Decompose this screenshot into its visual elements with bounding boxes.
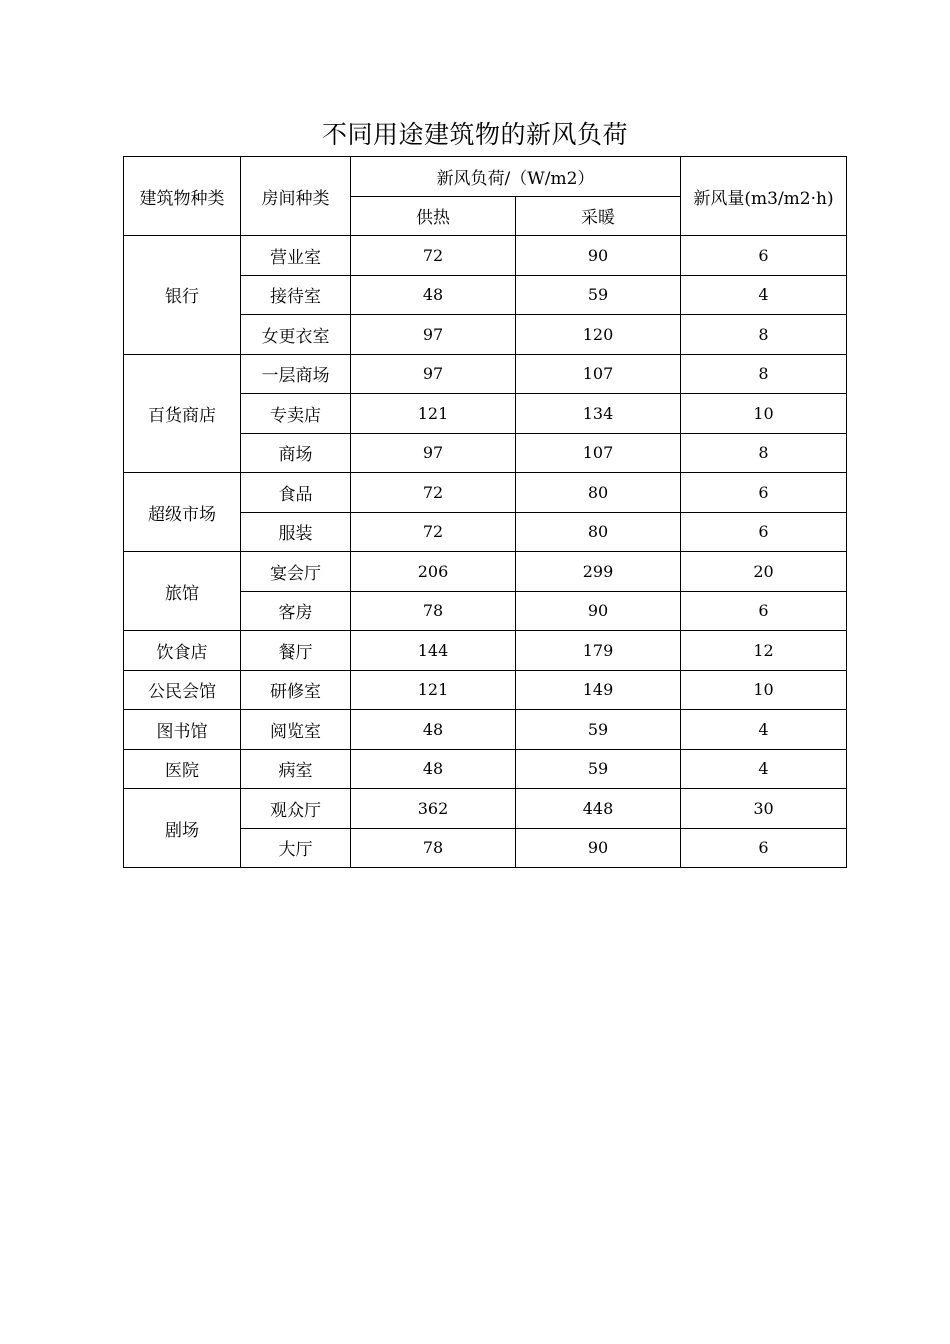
warming-load-cell: 107 [516,354,681,394]
room-type-cell: 宴会厅 [241,552,351,592]
table-header [124,157,847,236]
room-type-cell: 女更衣室 [241,315,351,355]
room-type-cell: 大厅 [241,828,351,868]
heating-load-cell: 48 [351,275,516,315]
heating-load-cell: 121 [351,670,516,710]
warming-load-cell: 80 [516,473,681,513]
room-type-cell: 阅览室 [241,710,351,750]
room-type-cell: 食品 [241,473,351,513]
heating-load-cell: 97 [351,354,516,394]
fresh-air-volume-cell: 4 [681,749,847,789]
room-type-cell: 营业室 [241,236,351,276]
building-type-cell: 公民会馆 [124,670,241,710]
table-row [124,354,847,394]
heating-load-cell: 48 [351,710,516,750]
fresh-air-volume-cell: 6 [681,591,847,631]
room-type-cell: 餐厅 [241,631,351,671]
room-type-cell: 接待室 [241,275,351,315]
warming-load-cell: 149 [516,670,681,710]
building-type-cell: 剧场 [124,789,241,868]
fresh-air-volume-cell: 4 [681,710,847,750]
fresh-air-volume-cell: 8 [681,315,847,355]
heating-load-cell: 97 [351,433,516,473]
fresh-air-volume-cell: 10 [681,670,847,710]
heating-load-cell: 72 [351,473,516,513]
fresh-air-volume-cell: 4 [681,275,847,315]
room-type-cell: 研修室 [241,670,351,710]
warming-load-cell: 90 [516,828,681,868]
warming-load-cell: 90 [516,591,681,631]
building-type-cell: 银行 [124,236,241,355]
table-row [124,552,847,592]
fresh-air-volume-cell: 12 [681,631,847,671]
fresh-air-volume-cell: 8 [681,433,847,473]
warming-load-cell: 59 [516,275,681,315]
page-title: 不同用途建筑物的新风负荷 [321,120,628,149]
warming-load-cell: 80 [516,512,681,552]
building-type-cell: 旅馆 [124,552,241,631]
table-row [124,473,847,513]
table-row [124,236,847,276]
fresh-air-volume-cell: 6 [681,236,847,276]
building-type-cell: 医院 [124,749,241,789]
heating-load-cell: 78 [351,591,516,631]
warming-load-cell: 299 [516,552,681,592]
heating-load-cell: 78 [351,828,516,868]
warming-load-cell: 59 [516,749,681,789]
room-type-cell: 观众厅 [241,789,351,829]
fresh-air-volume-cell: 20 [681,552,847,592]
table-row [124,710,847,750]
header-load-group: 新风负荷/（W/m2） [351,157,681,197]
table-body [124,236,847,868]
header-room-type: 房间种类 [241,157,351,236]
fresh-air-load-table [123,156,847,868]
heating-load-cell: 97 [351,315,516,355]
table-row [124,670,847,710]
building-type-cell: 饮食店 [124,631,241,671]
room-type-cell: 专卖店 [241,394,351,434]
fresh-air-volume-cell: 6 [681,828,847,868]
warming-load-cell: 120 [516,315,681,355]
warming-load-cell: 90 [516,236,681,276]
header-fresh-air-volume: 新风量(m3/m2·h) [681,157,847,236]
heating-load-cell: 144 [351,631,516,671]
table-row [124,749,847,789]
fresh-air-volume-cell: 6 [681,512,847,552]
header-building-type: 建筑物种类 [124,157,241,236]
heating-load-cell: 121 [351,394,516,434]
building-type-cell: 图书馆 [124,710,241,750]
header-warming: 采暖 [516,196,681,236]
table-row [124,789,847,829]
table-row [124,631,847,671]
room-type-cell: 病室 [241,749,351,789]
heating-load-cell: 362 [351,789,516,829]
building-type-cell: 百货商店 [124,354,241,473]
room-type-cell: 商场 [241,433,351,473]
room-type-cell: 服装 [241,512,351,552]
header-row [124,157,847,197]
fresh-air-volume-cell: 8 [681,354,847,394]
header-heating: 供热 [351,196,516,236]
room-type-cell: 客房 [241,591,351,631]
fresh-air-volume-cell: 10 [681,394,847,434]
warming-load-cell: 179 [516,631,681,671]
warming-load-cell: 59 [516,710,681,750]
heating-load-cell: 72 [351,512,516,552]
fresh-air-volume-cell: 6 [681,473,847,513]
room-type-cell: 一层商场 [241,354,351,394]
fresh-air-volume-cell: 30 [681,789,847,829]
heating-load-cell: 48 [351,749,516,789]
building-type-cell: 超级市场 [124,473,241,552]
warming-load-cell: 107 [516,433,681,473]
heating-load-cell: 206 [351,552,516,592]
warming-load-cell: 134 [516,394,681,434]
warming-load-cell: 448 [516,789,681,829]
heating-load-cell: 72 [351,236,516,276]
